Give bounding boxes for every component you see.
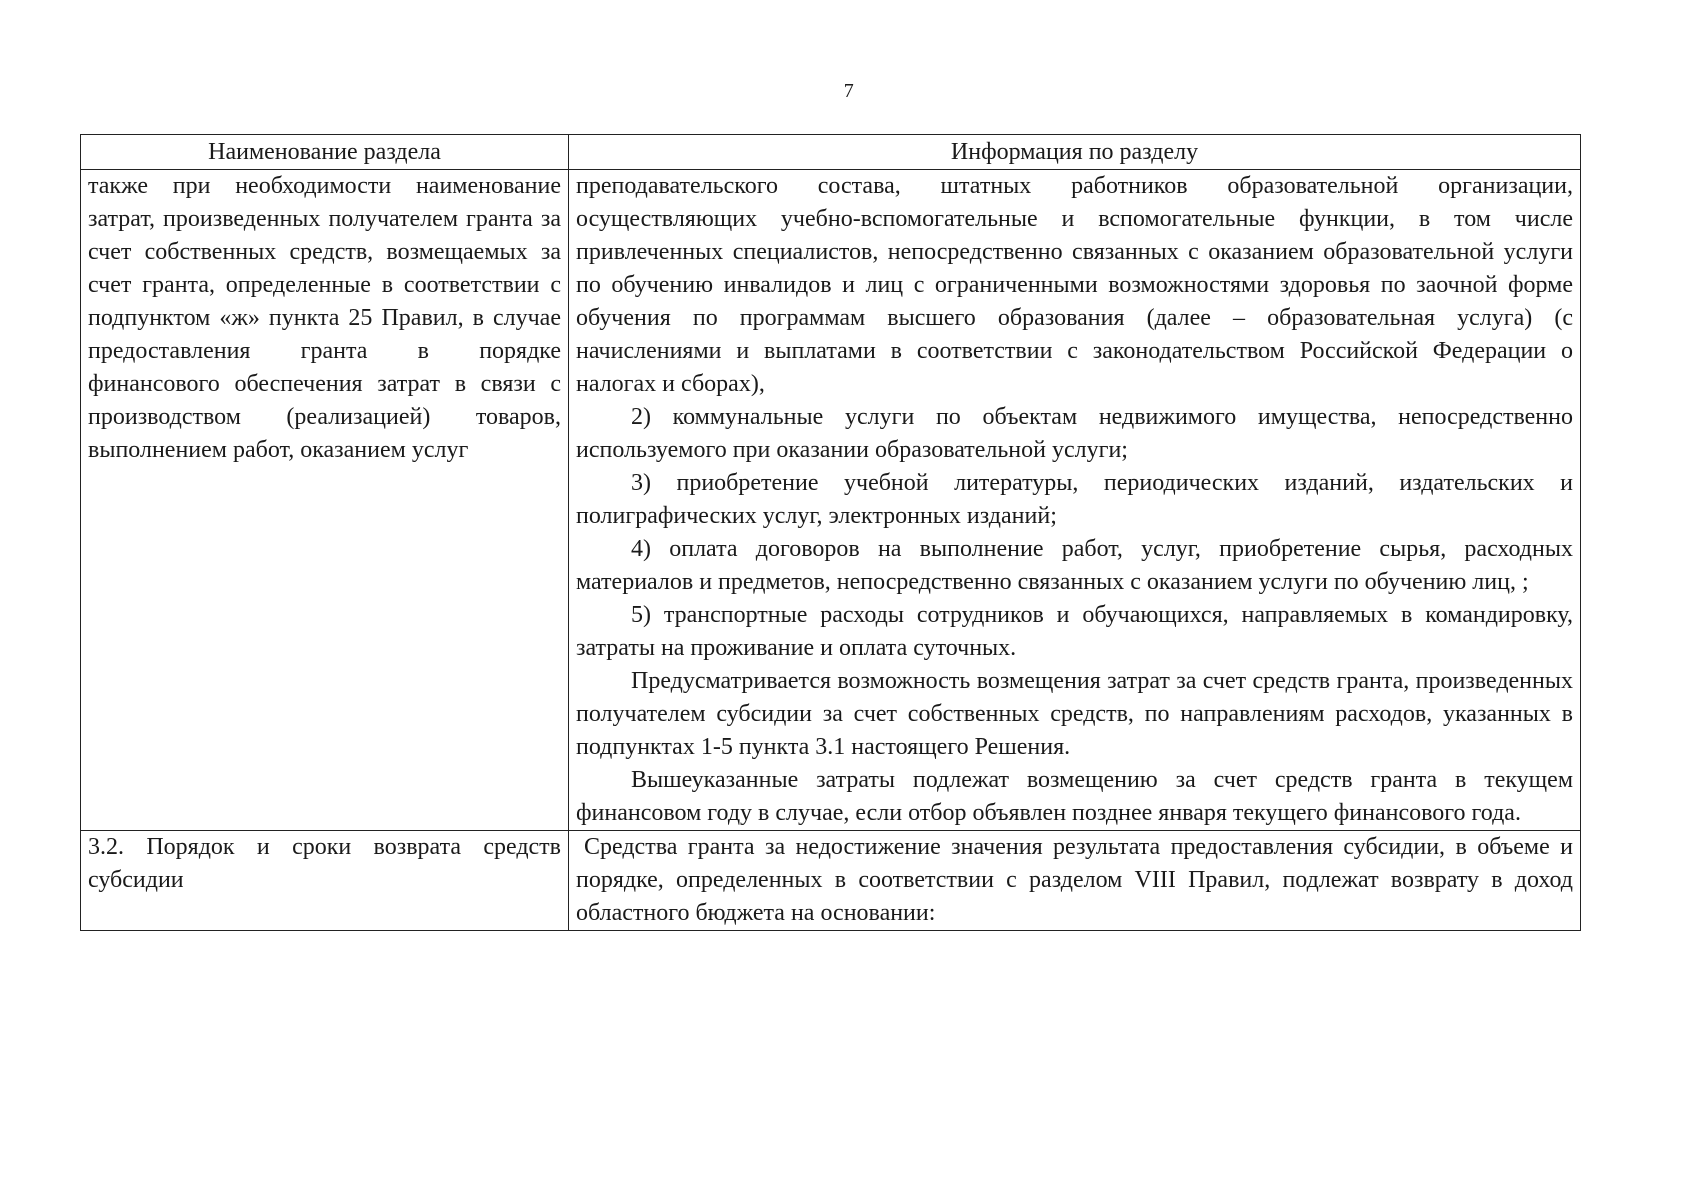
header-section-info: Информация по разделу [569,135,1581,170]
page-number: 7 [843,80,855,102]
section-name-cell: 3.2. Порядок и сроки возврата средств субсидии [81,831,569,931]
table-row [81,170,1581,831]
info-paragraph: 3) приобретение учебной литературы, периодических изданий, издательских и полиграфических услуг, электронных изданий; [576,470,1573,529]
info-paragraph: 4) оплата договоров на выполнение работ, услуг, приобретение сырья, расходных материалов и предметов, непосредственно связанных с оказанием услуги по обучению лиц, ; [576,536,1573,595]
section-info-table [80,134,1581,931]
info-paragraph: Вышеуказанные затраты подлежат возмещению за счет средств гранта в текущем финансовом году в случае, если отбор объявлен позднее января текущего финансового года. [576,767,1573,826]
section-info-cell [569,831,1581,931]
info-paragraph: Предусматривается возможность возмещения затрат за счет средств гранта, произведенных получателем субсидии за счет собственных средств, по направлениям расходов, указанных в подпунктах 1-5 пункта 3.1 настоящего Решения. [576,668,1573,760]
info-paragraph: преподавательского состава, штатных работников образовательной организации, осуществляющих учебно-вспомогательные и вспомогательные функции, в том числе привлеченных специалистов, непосредственно связанных с оказанием образовательной услуги по обучению инвалидов и лиц с ограниченными возможностями здоровья по заочной форме обучения по программам высшего образования (далее – образовательная услуга) (с начислениями и выплатами в соответствии с законодательством Российской Федерации о налогах и сборах), [576,173,1573,397]
section-name-cell: также при необходимости наименование затрат, произведенных получателем гранта за счет собственных средств, возмещаемых за счет гранта, определенные в соответствии с подпунктом «ж» пункта 25 Правил, в случае предоставления гранта в порядке финансового обеспечения затрат в связи с производством (реализацией) товаров, выполнением работ, оказанием услуг [81,170,569,831]
header-section-name: Наименование раздела [81,135,569,170]
info-paragraph: 2) коммунальные услуги по объектам недвижимого имущества, непосредственно используемого при оказании образовательной услуги; [576,404,1573,463]
info-paragraph: 5) транспортные расходы сотрудников и обучающихся, направляемых в командировку, затраты на проживание и оплата суточных. [576,602,1573,661]
section-info-cell [569,170,1581,831]
table-header-row [81,135,1581,170]
info-paragraph: Средства гранта за недостижение значения результата предоставления субсидии, в объеме и порядке, определенных в соответствии с разделом VIII Правил, подлежат возврату в доход областного бюджета на основании: [576,834,1573,926]
table-row [81,831,1581,931]
